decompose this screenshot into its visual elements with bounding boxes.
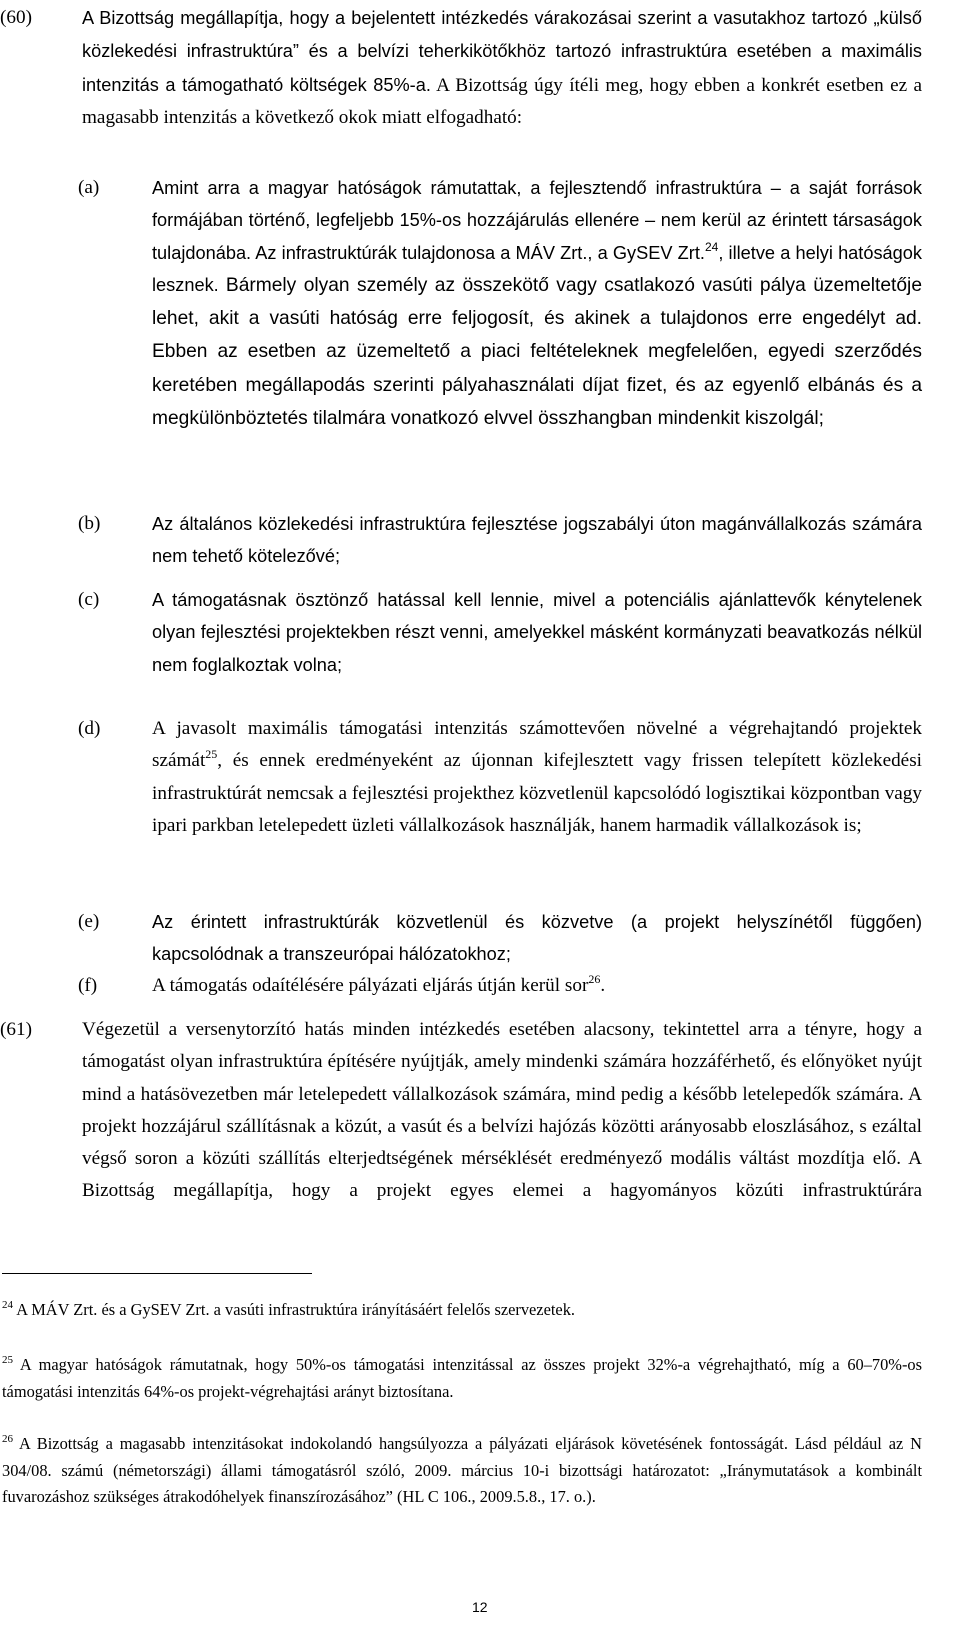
paragraph-text: Végezetül a versenytorzító hatás minden intézkedés esetében alacsony, tekintettel arra a tényre, hogy a támogatást olyan infrastruktúra építésére nyújtják, amely mindenki számára hozzáférhető, és előnyöket nyújt mind a hatásövezetben már letelepedett vállalkozások számára, mind pedig a később letelepedők számára. A projekt hozzájárul szállításnak a közút, a vasút és a belvízi hajózás közötti arányosabb eloszlásához, s ezáltal végső soron a közúti szállítás elterjedtségének mérséklését eredményező modális váltást mozdítja elő. A Bizottság megállapítja, hogy a projekt egyes elemei a hagyományos közúti infrastruktúrára xyxy=(82,1019,922,1202)
footnote-number: 24 xyxy=(2,1299,13,1311)
list-item-e xyxy=(78,906,922,971)
item-text: Az általános közlekedési infrastruktúra fejlesztése jogszabályi úton magánvállalkozás számára nem tehető kötelezővé; xyxy=(152,514,922,567)
item-text: A támogatás odaítélésére pályázati eljárás útján kerül sor xyxy=(152,975,589,996)
footnote-24 xyxy=(2,1297,922,1324)
item-label: (a) xyxy=(78,177,100,198)
footnote-ref-25[interactable]: 25 xyxy=(205,747,218,762)
paragraph-text: A Bizottság megállapítja, hogy a bejelentett intézkedés várakozásai szerint a vasutakhoz tartozó „külső közlekedési infrastruktúra” és a belvízi teherkikötőkhöz tartozó infrastruktúra esetében a maximális intenzitás a támogatható költségek 85%-a. xyxy=(82,8,922,95)
paragraph-number: (60) xyxy=(0,7,32,28)
item-text: Bármely olyan személy az összekötő vagy csatlakozó vasúti pálya üzemeltetője lehet, akit a vasúti hatóság erre feljogosít, és akinek a tulajdonos erre engedélyt ad. Ebben az esetben az üzemeltető a piaci feltételeknek megfelelően, egyedi szerződés keretében megállapodás szerinti pályahasználati díjat fizet, és az egyenlő elbánás és a megkülönböztetés tilalmára vonatkozó elvvel összhangban mindenkit kiszolgál; xyxy=(152,274,922,430)
footnote-number: 26 xyxy=(2,1433,13,1445)
list-item-d xyxy=(78,713,922,842)
footnote-25 xyxy=(2,1352,922,1405)
footnote-ref-26[interactable]: 26 xyxy=(588,972,601,986)
list-item-c xyxy=(78,584,922,681)
item-label: (d) xyxy=(78,718,101,739)
footnote-26 xyxy=(2,1431,922,1511)
item-text: Az érintett infrastruktúrák közvetlenül és közvetve (a projekt helyszínétől függően) kapcsolódnak a transzeurópai hálózatokhoz; xyxy=(152,912,922,965)
page-number: 12 xyxy=(472,1599,488,1615)
footnote-number: 25 xyxy=(2,1354,13,1366)
item-text: , és ennek eredményeként az újonnan kifejlesztett vagy frissen telepített közlekedési infrastruktúrát nemcsak a fejlesztési projekthez közvetlenül kapcsolódó logisztikai központban vagy ipari parkban letelepedett üzleti vállalkozások használják, hanem harmadik vállalkozások is; xyxy=(152,750,922,836)
footnote-text: A MÁV Zrt. és a GySEV Zrt. a vasúti infrastruktúra irányításáért felelős szervezetek. xyxy=(16,1300,575,1319)
footnote-separator xyxy=(2,1273,312,1274)
item-label: (f) xyxy=(78,975,98,996)
paragraph-60 xyxy=(0,2,922,134)
paragraph-number: (61) xyxy=(0,1019,32,1040)
item-text: . xyxy=(600,975,606,996)
item-label: (c) xyxy=(78,589,100,610)
item-label: (b) xyxy=(78,513,101,534)
item-text: A javasolt maximális támogatási intenzitás számottevően növelné a végrehajtandó projektek számát xyxy=(152,718,922,772)
paragraph-text: A Bizottság úgy ítéli meg, hogy ebben a konkrét esetben ez a magasabb intenzitás a következő okok miatt elfogadható: xyxy=(82,74,922,128)
paragraph-61 xyxy=(0,1014,922,1208)
item-text: , illetve a helyi hatóságok lesznek. xyxy=(152,242,922,295)
item-text: A támogatásnak ösztönző hatással kell lennie, mivel a potenciális ajánlattevők kénytelenek olyan fejlesztési projektekben részt venni, amelyekkel másként kormányzati beavatkozás nélkül nem foglalkoztak volna; xyxy=(152,590,922,675)
footnote-text: A magyar hatóságok rámutatnak, hogy 50%-os támogatási intenzitással az összes projekt 32%-a végrehajtható, míg a 60–70%-os támogatási intenzitás 64%-os projekt-végrehajtási arányt biztosítana. xyxy=(2,1355,922,1401)
item-label: (e) xyxy=(78,911,100,932)
list-item-a xyxy=(78,172,922,435)
footnote-text: A Bizottság a magasabb intenzitásokat indokolandó hangsúlyozza a pályázati eljárások követésének fontosságát. Lásd például az N 304/08. számú (németországi) állami támogatásról szóló, 2009. március 10-i bizottsági határozatot: „Iránymutatások a kombinált fuvarozáshoz szükséges átrakodóhelyek finanszírozásához” (HL C 106., 2009.5.8., 17. o.). xyxy=(2,1434,922,1506)
list-item-f xyxy=(78,970,922,1002)
list-item-b xyxy=(78,508,922,573)
footnote-ref-24[interactable]: 24 xyxy=(704,239,719,254)
item-text: Amint arra a magyar hatóságok rámutattak, a fejlesztendő infrastruktúra – a saját források formájában történő, legfeljebb 15%-os hozzájárulás ellenére – nem kerül az érintett társaságok tulajdonába. Az infrastruktúrák tulajdonosa a MÁV Zrt., a GySEV Zrt. xyxy=(152,178,922,263)
